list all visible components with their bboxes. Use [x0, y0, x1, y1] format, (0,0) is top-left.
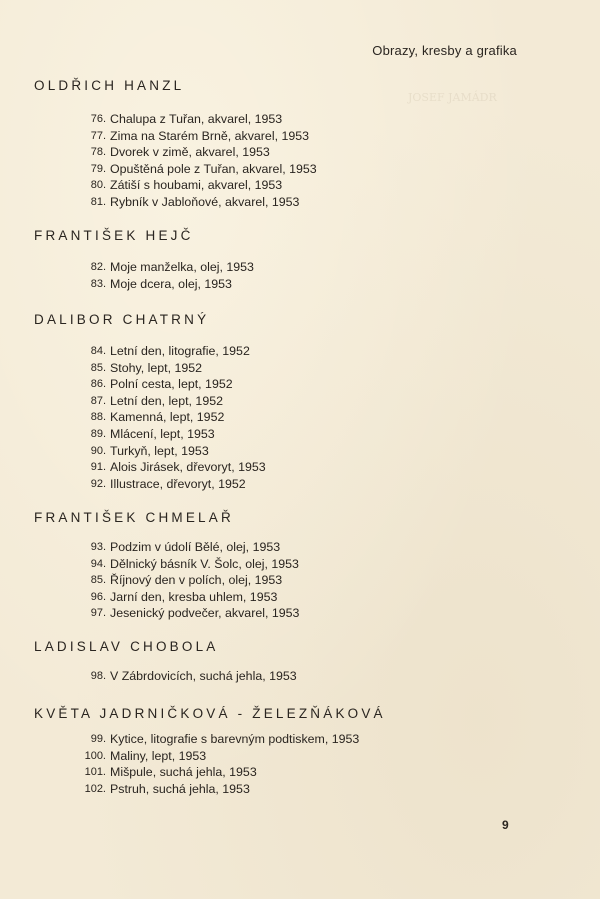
artwork-entry	[34, 276, 580, 293]
artwork-list	[34, 111, 580, 211]
artwork-entry	[34, 731, 580, 748]
section-kveta-jadrnickova-zeleznakova	[34, 706, 580, 797]
entry-text: V Zábrdovicích, suchá jehla, 1953	[110, 669, 297, 683]
artwork-entry	[34, 443, 580, 460]
artwork-list	[34, 668, 580, 685]
entry-number: 86.	[90, 378, 106, 391]
artwork-list	[34, 343, 580, 492]
artwork-entry	[34, 161, 580, 178]
entry-number: 99.	[90, 733, 106, 745]
entry-number: 102.	[84, 782, 106, 795]
artwork-entry	[34, 556, 580, 573]
artwork-entry	[34, 259, 580, 276]
entry-text: Podzim v údolí Bělé, olej, 1953	[110, 540, 281, 554]
entry-text: Alois Jirásek, dřevoryt, 1953	[110, 460, 266, 475]
artwork-entry	[34, 605, 580, 622]
entry-text: Maliny, lept, 1953	[110, 748, 207, 763]
entry-number: 83.	[90, 277, 106, 290]
entry-number: 100.	[84, 749, 106, 762]
entry-number: 77.	[90, 129, 106, 142]
entry-text: Dělnický básník V. Šolc, olej, 1953	[110, 556, 299, 571]
section-frantisek-chmelar	[34, 510, 580, 622]
artwork-list	[34, 539, 580, 622]
entry-text: Letní den, litografie, 1952	[110, 344, 250, 358]
section-oldrich-hanzl	[34, 78, 580, 211]
section-dalibor-chatrny	[34, 312, 580, 492]
section-ladislav-chobola	[34, 639, 580, 685]
artwork-entry	[34, 476, 580, 493]
entry-number: 85.	[90, 574, 106, 587]
author-heading: FRANTIŠEK HEJČ	[34, 228, 194, 243]
entry-text: Zátiší s houbami, akvarel, 1953	[110, 178, 283, 193]
entry-number: 96.	[90, 590, 106, 603]
artwork-list	[34, 259, 580, 292]
entry-text: Moje dcera, olej, 1953	[110, 276, 232, 291]
entry-text: Zima na Starém Brně, akvarel, 1953	[110, 128, 310, 143]
entry-number: 93.	[90, 541, 106, 553]
show-through-decoration: JOSEF JAMÁDR	[408, 91, 497, 104]
entry-number: 81.	[90, 195, 106, 208]
entry-number: 76.	[90, 113, 106, 125]
artwork-entry	[34, 194, 580, 211]
artwork-entry	[34, 668, 580, 685]
entry-text: Illustrace, dřevoryt, 1952	[110, 476, 246, 491]
artwork-entry	[34, 426, 580, 443]
entry-number: 89.	[90, 427, 106, 440]
page-number: 9	[502, 818, 509, 832]
entry-number: 98.	[90, 670, 106, 682]
entry-number: 90.	[90, 444, 106, 457]
artwork-entry	[34, 376, 580, 393]
running-head: Obrazy, kresby a grafika	[372, 43, 517, 58]
entry-number: 79.	[90, 162, 106, 175]
entry-text: Jesenický podvečer, akvarel, 1953	[110, 606, 300, 621]
artwork-entry	[34, 393, 580, 410]
entry-text: Chalupa z Tuřan, akvarel, 1953	[110, 112, 283, 126]
entry-text: Rybník v Jabloňové, akvarel, 1953	[110, 194, 300, 209]
entry-text: Letní den, lept, 1952	[110, 393, 223, 408]
entry-text: Polní cesta, lept, 1952	[110, 377, 233, 392]
entry-text: Jarní den, kresba uhlem, 1953	[110, 589, 278, 604]
entry-number: 92.	[90, 477, 106, 490]
artwork-entry	[34, 144, 580, 161]
artwork-entry	[34, 111, 580, 128]
artwork-entry	[34, 781, 580, 798]
artwork-entry	[34, 177, 580, 194]
entry-number: 82.	[90, 261, 106, 273]
entry-text: Dvorek v zimě, akvarel, 1953	[110, 145, 270, 160]
author-heading: KVĚTA JADRNIČKOVÁ - ŽELEZŇÁKOVÁ	[34, 706, 386, 721]
entry-text: Kamenná, lept, 1952	[110, 410, 225, 425]
entry-number: 78.	[90, 146, 106, 159]
entry-number: 91.	[90, 461, 106, 474]
entry-text: Říjnový den v polích, olej, 1953	[110, 573, 283, 588]
entry-number: 97.	[90, 607, 106, 620]
entry-text: Pstruh, suchá jehla, 1953	[110, 781, 250, 796]
entry-number: 101.	[84, 766, 106, 779]
artwork-entry	[34, 748, 580, 765]
entry-text: Stohy, lept, 1952	[110, 360, 203, 375]
author-heading: FRANTIŠEK CHMELAŘ	[34, 510, 234, 525]
entry-number: 87.	[90, 394, 106, 407]
entry-number: 84.	[90, 345, 106, 357]
entry-number: 85.	[90, 361, 106, 374]
artwork-entry	[34, 128, 580, 145]
author-heading: DALIBOR CHATRNÝ	[34, 312, 210, 327]
artwork-entry	[34, 589, 580, 606]
author-heading: OLDŘICH HANZL	[34, 78, 185, 93]
entry-text: Moje manželka, olej, 1953	[110, 260, 254, 274]
entry-text: Turkyň, lept, 1953	[110, 443, 209, 458]
artwork-entry	[34, 360, 580, 377]
entry-number: 80.	[90, 179, 106, 192]
artwork-entry	[34, 539, 580, 556]
entry-text: Mišpule, suchá jehla, 1953	[110, 765, 257, 780]
artwork-entry	[34, 409, 580, 426]
artwork-entry	[34, 764, 580, 781]
entry-text: Mlácení, lept, 1953	[110, 426, 215, 441]
artwork-entry	[34, 343, 580, 360]
entry-number: 88.	[90, 411, 106, 424]
section-frantisek-hejc	[34, 228, 580, 292]
artwork-entry	[34, 572, 580, 589]
entry-text: Opuštěná pole z Tuřan, akvarel, 1953	[110, 161, 317, 176]
author-heading: LADISLAV CHOBOLA	[34, 639, 219, 654]
artwork-entry	[34, 459, 580, 476]
artwork-list	[34, 731, 580, 797]
entry-number: 94.	[90, 557, 106, 570]
entry-text: Kytice, litografie s barevným podtiskem, 1953	[110, 732, 360, 746]
